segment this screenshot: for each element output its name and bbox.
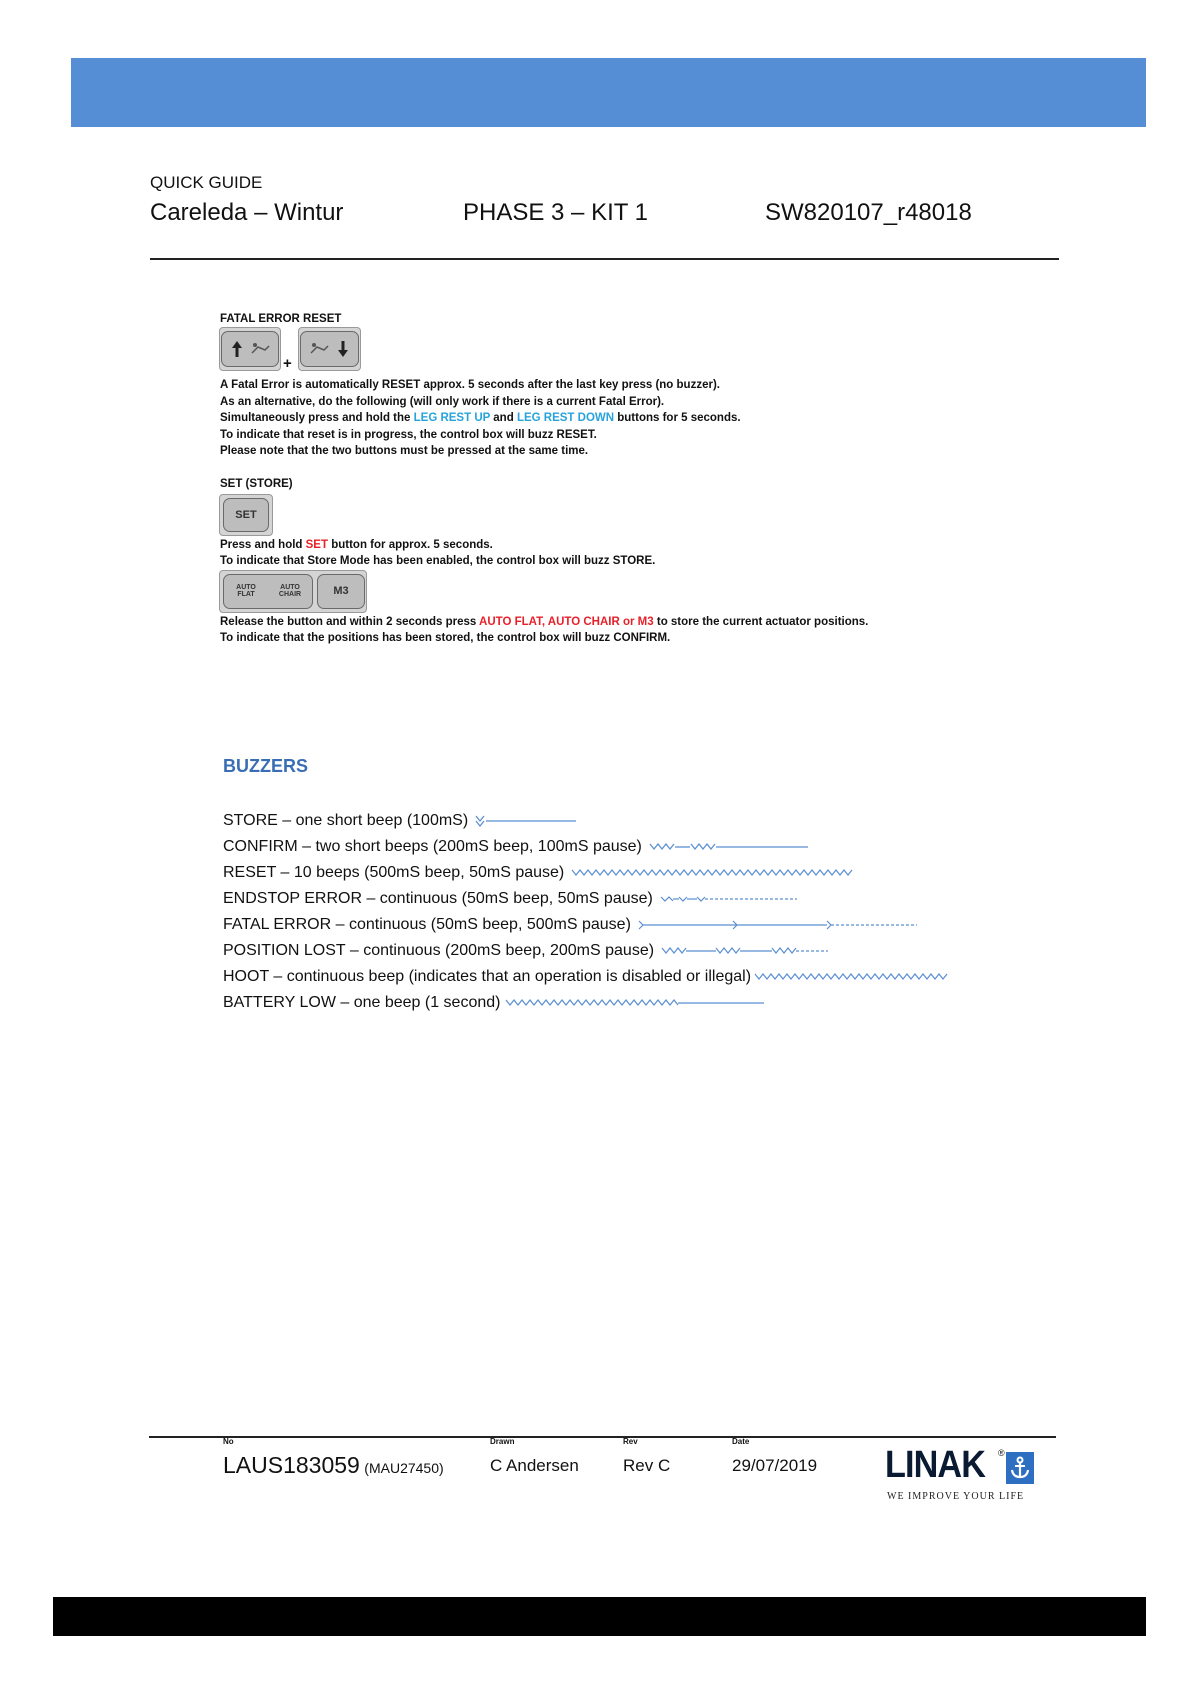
set-store-line-3: Release the button and within 2 seconds press AUTO FLAT, AUTO CHAIR or M3 to store the current actuator positions. (220, 616, 869, 628)
fatal-error-line-3: Simultaneously press and hold the LEG REST UP and LEG REST DOWN buttons for 5 seconds. (220, 412, 741, 424)
auto-chair-button-label: AUTO CHAIR (278, 584, 302, 599)
phase-label: PHASE 3 – KIT 1 (463, 199, 648, 226)
set-store-line-2: To indicate that Store Mode has been enabled, the control box will buzz STORE. (220, 555, 656, 567)
buzzer-hoot: HOOT – continuous beep (indicates that an operation is disabled or illegal) (223, 968, 949, 986)
buzzer-fatal-error: FATAL ERROR – continuous (50mS beep, 500mS pause) (223, 916, 919, 934)
header-divider (150, 258, 1059, 260)
fatal-error-beep-waveform (637, 917, 919, 933)
logo-tagline: WE IMPROVE YOUR LIFE (887, 1491, 1025, 1502)
registered-mark: ® (998, 1448, 1005, 1458)
store-beep-waveform (474, 813, 578, 829)
hoot-beep-waveform (753, 969, 949, 985)
leg-rest-up-button-image (219, 327, 281, 371)
position-lost-beep-waveform (660, 943, 830, 959)
leg-rest-up-icon (227, 338, 273, 360)
fatal-error-line-4: To indicate that reset is in progress, the control box will buzz RESET. (220, 429, 597, 441)
auto-flat-button-label: AUTO FLAT (236, 584, 256, 599)
set-store-line-1: Press and hold SET button for approx. 5 seconds. (220, 539, 493, 551)
fatal-error-line-1: A Fatal Error is automatically RESET approx. 5 seconds after the last key press (no buzzer). (220, 379, 720, 391)
fatal-error-line-2: As an alternative, do the following (will only work if there is a current Fatal Error). (220, 396, 665, 408)
buzzer-confirm: CONFIRM – two short beeps (200mS beep, 100mS pause) (223, 838, 810, 856)
fatal-error-line-5: Please note that the two buttons must be pressed at the same time. (220, 445, 589, 457)
document-number: LAUS183059 (MAU27450) (223, 1452, 444, 1478)
fatal-error-title: FATAL ERROR RESET (220, 313, 342, 325)
footer-drawn-label: Drawn (490, 1437, 515, 1446)
footer-divider (149, 1436, 1056, 1438)
confirm-beep-waveform (648, 839, 810, 855)
product-name: Careleda – Wintur (150, 199, 344, 226)
plus-sign: + (283, 355, 292, 372)
doc-type: QUICK GUIDE (150, 173, 263, 192)
battery-low-beep-waveform (504, 995, 766, 1011)
revision: Rev C (623, 1456, 671, 1475)
anchor-logo-icon (1006, 1452, 1034, 1484)
set-store-line-4: To indicate that the positions has been stored, the control box will buzz CONFIRM. (220, 632, 671, 644)
memory-buttons-image (219, 570, 367, 613)
footer-no-label: No (223, 1437, 234, 1446)
set-store-title: SET (STORE) (220, 478, 293, 490)
software-version: SW820107_r48018 (765, 199, 972, 226)
endstop-beep-waveform (659, 891, 799, 907)
buzzer-endstop-error: ENDSTOP ERROR – continuous (50mS beep, 50mS pause) (223, 890, 799, 908)
document-date: 29/07/2019 (732, 1456, 818, 1475)
buzzer-battery-low: BATTERY LOW – one beep (1 second) (223, 994, 766, 1012)
top-banner (71, 58, 1146, 127)
buzzers-title: BUZZERS (223, 756, 308, 776)
buzzer-store: STORE – one short beep (100mS) (223, 812, 578, 830)
m3-button-label: M3 (317, 574, 365, 609)
footer-rev-label: Rev (623, 1437, 638, 1446)
buzzer-position-lost: POSITION LOST – continuous (200mS beep, 200mS pause) (223, 942, 830, 960)
buzzer-reset: RESET – 10 beeps (500mS beep, 50mS pause) (223, 864, 860, 882)
drawn-by: C Andersen (490, 1456, 579, 1475)
leg-rest-down-icon (307, 338, 353, 360)
reset-beep-waveform (570, 865, 860, 881)
set-button-image: SET (219, 494, 273, 536)
linak-logo: LINAK (885, 1444, 985, 1486)
leg-rest-down-button-image (298, 327, 361, 371)
bottom-bar (53, 1597, 1146, 1636)
footer-date-label: Date (732, 1437, 750, 1446)
